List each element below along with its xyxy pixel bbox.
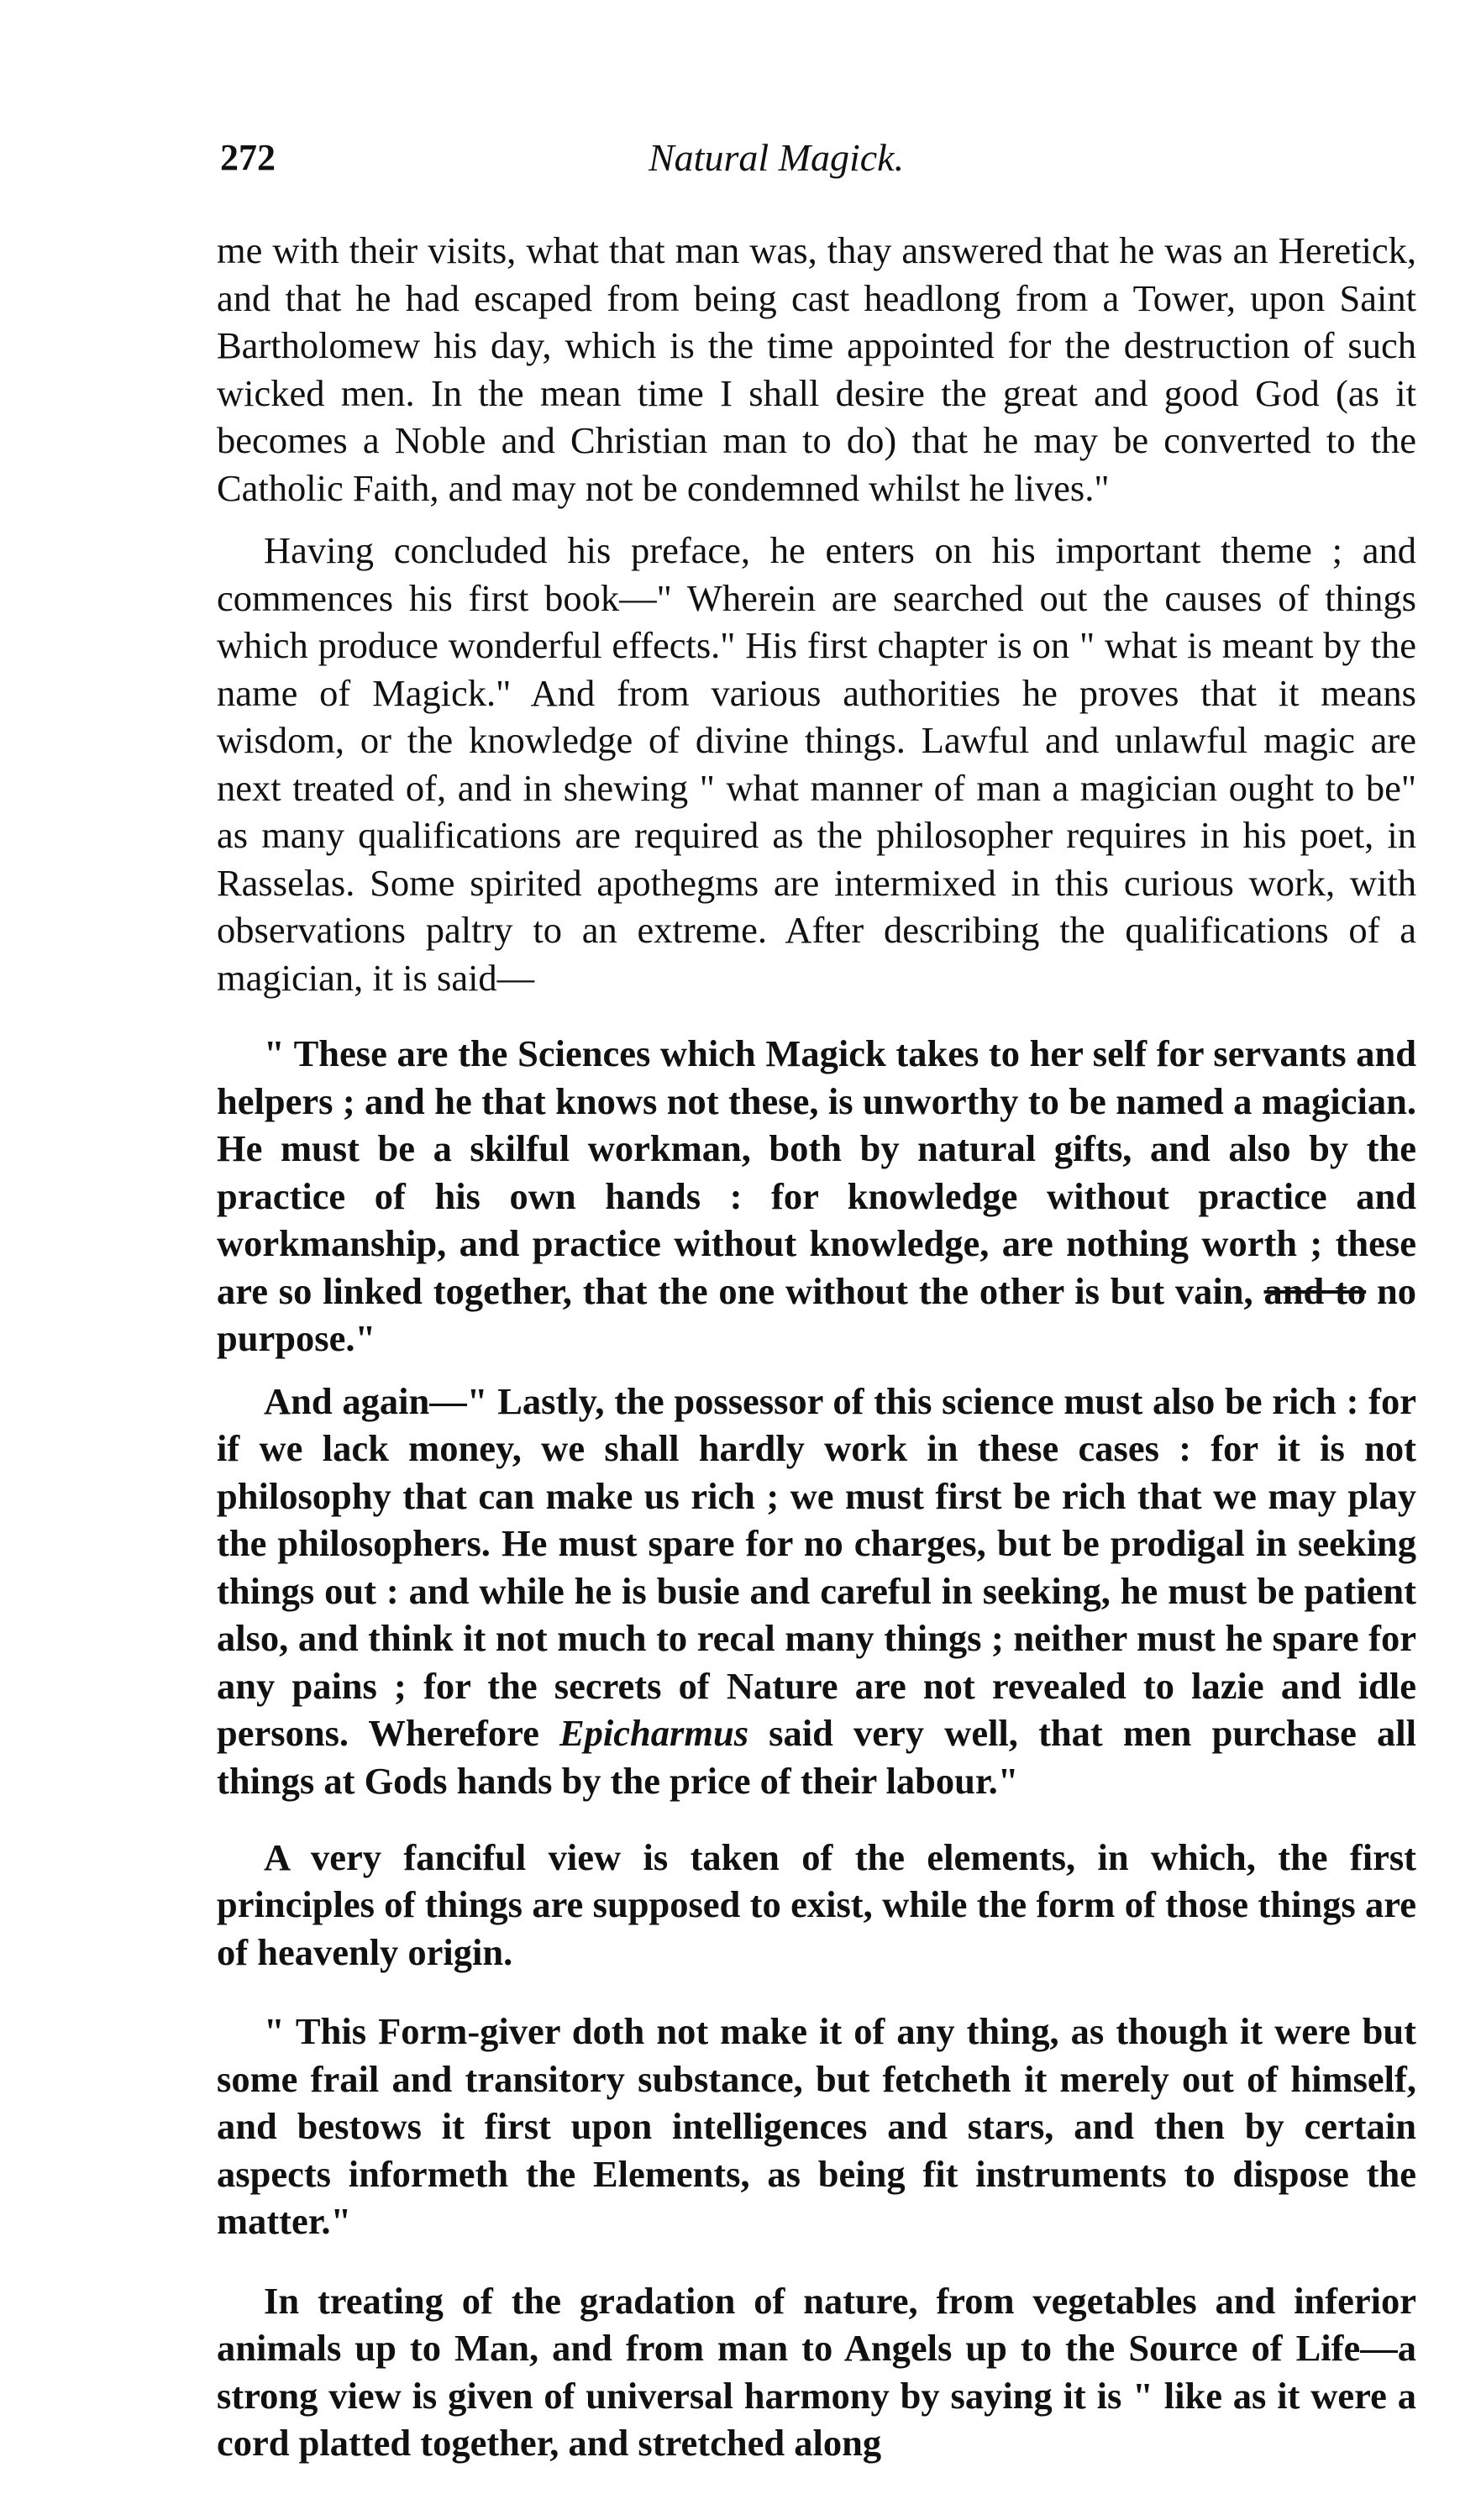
paragraph-7-text: In treating of the gradation of nature, from vegetables and inferior animals up to Man, and from man to Angels up to the Source of Life—a strong view is given of universal harmony by saying it is " like as it were a cord platted together, and stretched along bbox=[217, 2279, 1416, 2465]
paragraph-5 bbox=[217, 1834, 1416, 1977]
paragraph-3-text: " These are the Sciences which Magick takes to her self for servants and helpers ; and he that knows not these, is unworthy to be named a magician. He must be a skilful workman, both by natural gifts, and also by the practice of his own hands : for knowledge without practice and workmanship, and practice without knowledge, are nothing worth ; these are so linked together, that the one without the other is but vain, bbox=[217, 1032, 1416, 1312]
paragraph-4-text: And again—" Lastly, the possessor of this science must also be rich : for if we lack money, we shall hardly work in these cases : for it is not philosophy that can make us rich ; we must first be rich that we may play the philosophers. He must spare for no charges, but be prodigal in seeking things out : and while he is busie and careful in seeking, he must be patient also, and think it not much to recal many things ; neither must he spare for any pains ; for the secrets of Nature are not revealed to lazie and idle persons. Wherefore bbox=[217, 1379, 1416, 1755]
paragraph-4 bbox=[217, 1378, 1416, 1805]
paragraph-3-text-end: no purpose." bbox=[217, 1269, 1416, 1360]
struck-text: and to bbox=[1263, 1269, 1367, 1312]
page-number: 272 bbox=[220, 137, 276, 178]
paragraph-4-text-end: said very well, that men purchase all things at Gods hands by the price of their labour." bbox=[217, 1712, 1416, 1802]
running-title: Natural Magick. bbox=[649, 136, 905, 179]
paragraph-3 bbox=[217, 1030, 1416, 1362]
paragraph-6 bbox=[217, 2008, 1416, 2245]
paragraph-2 bbox=[217, 527, 1416, 1001]
paragraph-1 bbox=[217, 227, 1416, 512]
paragraph-1-text: me with their visits, what that man was, thay answered that he was an Heretick, and that he had escaped from being cast headlong from a Tower, upon Saint Bartholomew his day, which is the time appointed for the destruction of such wicked men. In the mean time I shall desire the great and good God (as it becomes a Noble and Christian man to do) that he may be converted to the Catholic Faith, and may not be condemned whilst he lives." bbox=[217, 229, 1416, 509]
paragraph-5-text: A very fanciful view is taken of the elements, in which, the first principles of things are supposed to exist, while the form of those things are of heavenly origin. bbox=[217, 1835, 1416, 1973]
page-header bbox=[220, 133, 1413, 192]
paragraph-7 bbox=[217, 2277, 1416, 2467]
paragraph-6-text: " This Form-giver doth not make it of any thing, as though it were but some frail and transitory substance, but fetcheth it merely out of himself, and bestows it first upon intelligences and stars, and then by certain aspects informeth the Elements, as being fit instruments to dispose the matter." bbox=[217, 2010, 1416, 2243]
italic-name: Epicharmus bbox=[559, 1712, 749, 1755]
paragraph-2-text: Having concluded his preface, he enters on his important theme ; and commences his first book—" Wherein are searched out the causes of things which produce wonderful effects." His first chapter is on " what is meant by the name of Magick." And from various authorities he proves that it means wisdom, or the knowledge of divine things. Lawful and unlawful magic are next treated of, and in shewing " what manner of man a magician ought to be" as many qualifications are required as the philosopher requires in his poet, in Rasselas. Some spirited apothegms are intermixed in this curious work, with observations paltry to an extreme. After describing the qualifications of a magician, it is said— bbox=[217, 529, 1416, 999]
body-text bbox=[217, 227, 1416, 2482]
